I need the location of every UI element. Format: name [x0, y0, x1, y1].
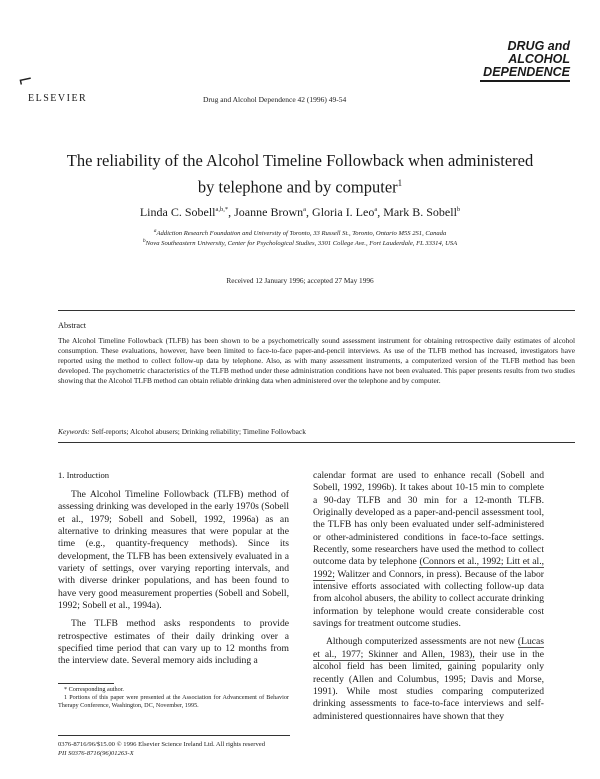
pii-line: PII S0376-8716(96)01263-X [58, 750, 134, 757]
author-list [30, 205, 570, 220]
title-line-1: The reliability of the Alcohol Timeline Followback when administered [66, 151, 534, 170]
author-name: Mark B. Sobell [383, 205, 457, 219]
journal-logo-line: DRUG and [507, 39, 570, 53]
section-heading: 1. Introduction [58, 470, 110, 480]
keywords-label: Keywords: [58, 427, 90, 436]
author-marks: a [374, 206, 378, 213]
right-column [313, 470, 544, 723]
copyright-block [58, 740, 265, 758]
author-marks: a,b,* [215, 206, 229, 213]
abstract-bottom-rule [58, 442, 575, 443]
journal-logo [480, 40, 570, 82]
abstract-text: The Alcohol Timeline Followback (TLFB) has been shown to be a psychometrically sound assessment instrument for obtaining retrospective daily estimates of alcohol consumption. These evaluations, however, have been limited to face-to-face paper-and-pencil interviews. As use of the TLFB method has increased, investigators have reported using the method to collect follow-up data by telephone. Also, as with many assessment instruments, a computerized version of the TLFB method has been developed. The psychometric characteristics of the TLFB method under these administration conditions have not been evaluated. This paper presents results from two studies showing that the Alcohol TLFB method can obtain reliable drinking data when administered over the telephone and by computer. [58, 336, 575, 385]
paragraph-text: calendar format are used to enhance recall (Sobell and Sobell, 1992, 1996b). It takes about 10-15 min to complete a 90-day TLFB and 30 min for a 12-month TLFB. Originally developed as a paper-and-pencil assessment tool, the TLFB has only been evaluated under self-administered or other-administered conditions in face-to-face settings. Recently, some researchers have used the method to collect outcome data by telephone [313, 470, 544, 568]
title-footnote-mark: 1 [397, 178, 403, 188]
author-separator: , [228, 205, 235, 219]
paragraph-text: their use in the alcohol field has been limited, gaining popularity only recently (Allen and Columbus, 1995; Davis and Morse, 1991). While most studies comparing computerized drinking assessments to face-to-face interviews and self-administered questionnaires have shown that they [313, 648, 544, 722]
abstract-heading: Abstract [58, 321, 87, 330]
publisher-name: ELSEVIER [28, 93, 88, 104]
keywords [58, 427, 575, 436]
author-separator: , [377, 205, 384, 219]
affiliation-text: Addiction Research Foundation and University of Toronto, 33 Russell St., Toronto, Ontario M5S 2S1, Canada [156, 230, 447, 238]
author-name: Joanne Brown [234, 205, 304, 219]
intro-paragraph [313, 636, 544, 722]
affiliation-text: Nova Southeastern University, Center for Psychological Studies, 3301 College Ave., Fort Lauderdale, FL 33314, USA [145, 240, 458, 248]
author-name: Gloria I. Leo [312, 205, 375, 219]
footnote-corresponding: * Corresponding author. [64, 686, 124, 693]
citation-link[interactable]: (Connors et al., 1992; Litt et al., 1992; [313, 556, 544, 580]
footnote-rule [58, 683, 114, 684]
affiliation-mark: a [153, 228, 157, 234]
author-marks: a [303, 206, 307, 213]
journal-logo-line: ALCOHOL [508, 52, 570, 66]
affiliation-mark: b [142, 238, 146, 244]
footnotes [58, 686, 289, 710]
elsevier-tree-logo-icon: ⌐ [15, 68, 36, 93]
paragraph-text: Walitzer and Connors, in press). Because of the labor intensive efforts associated with collecting follow-up data from alcohol abusers, the ability to collect accurate drinking information by telephone would create considerable cost savings for treatment outcome studies. [313, 568, 544, 630]
paragraph-text: Although computerized assessments are not new [326, 636, 518, 648]
footnote-presentation: 1 Portions of this paper were presented at the Association for Advancement of Behavior Therapy Conference, Washington, DC, November, 1995. [58, 694, 289, 709]
intro-paragraph: The TLFB method asks respondents to provide retrospective estimates of their daily drinking over a specified time period that can vary up to 12 months from the interview date. Several memory aids including a [58, 618, 289, 667]
journal-logo-line: DEPENDENCE [480, 66, 570, 82]
affiliation [30, 228, 570, 237]
copyright-rule [58, 735, 290, 736]
copyright-line: 0376-8716/96/$15.00 © 1996 Elsevier Science Ireland Ltd. All rights reserved [58, 741, 265, 748]
author-name: Linda C. Sobell [139, 205, 216, 219]
citation-link[interactable]: (Lucas et al., 1977; Skinner and Allen, 1983), [313, 636, 544, 660]
intro-paragraph [313, 470, 544, 630]
intro-paragraph: The Alcohol Timeline Followback (TLFB) method of assessing drinking was developed in the early 1970s (Sobell et al., 1979; Sobell and Sobell, 1992, 1996a) as an alternative to drinking measures that were popular at the time (e.g., quantity-frequency methods). Since its development, the TLFB has been extensively evaluated in a variety of settings, over varying reporting intervals, and with diverse drinker populations, and has been found to have very good measurement properties (Sobell and Sobell, 1992; Sobell et al., 1994a). [58, 489, 289, 612]
article-title [30, 150, 570, 199]
abstract-top-rule [58, 310, 575, 311]
keywords-list: Self-reports; Alcohol abusers; Drinking reliability; Timeline Followback [89, 427, 306, 436]
left-column [58, 489, 289, 668]
author-marks: b [456, 206, 461, 213]
journal-reference: Drug and Alcohol Dependence 42 (1996) 49-54 [203, 95, 347, 104]
author-separator: , [306, 205, 313, 219]
affiliation [30, 238, 570, 247]
title-line-2: by telephone and by computer [197, 177, 398, 197]
received-dates: Received 12 January 1996; accepted 27 May 1996 [226, 276, 374, 285]
